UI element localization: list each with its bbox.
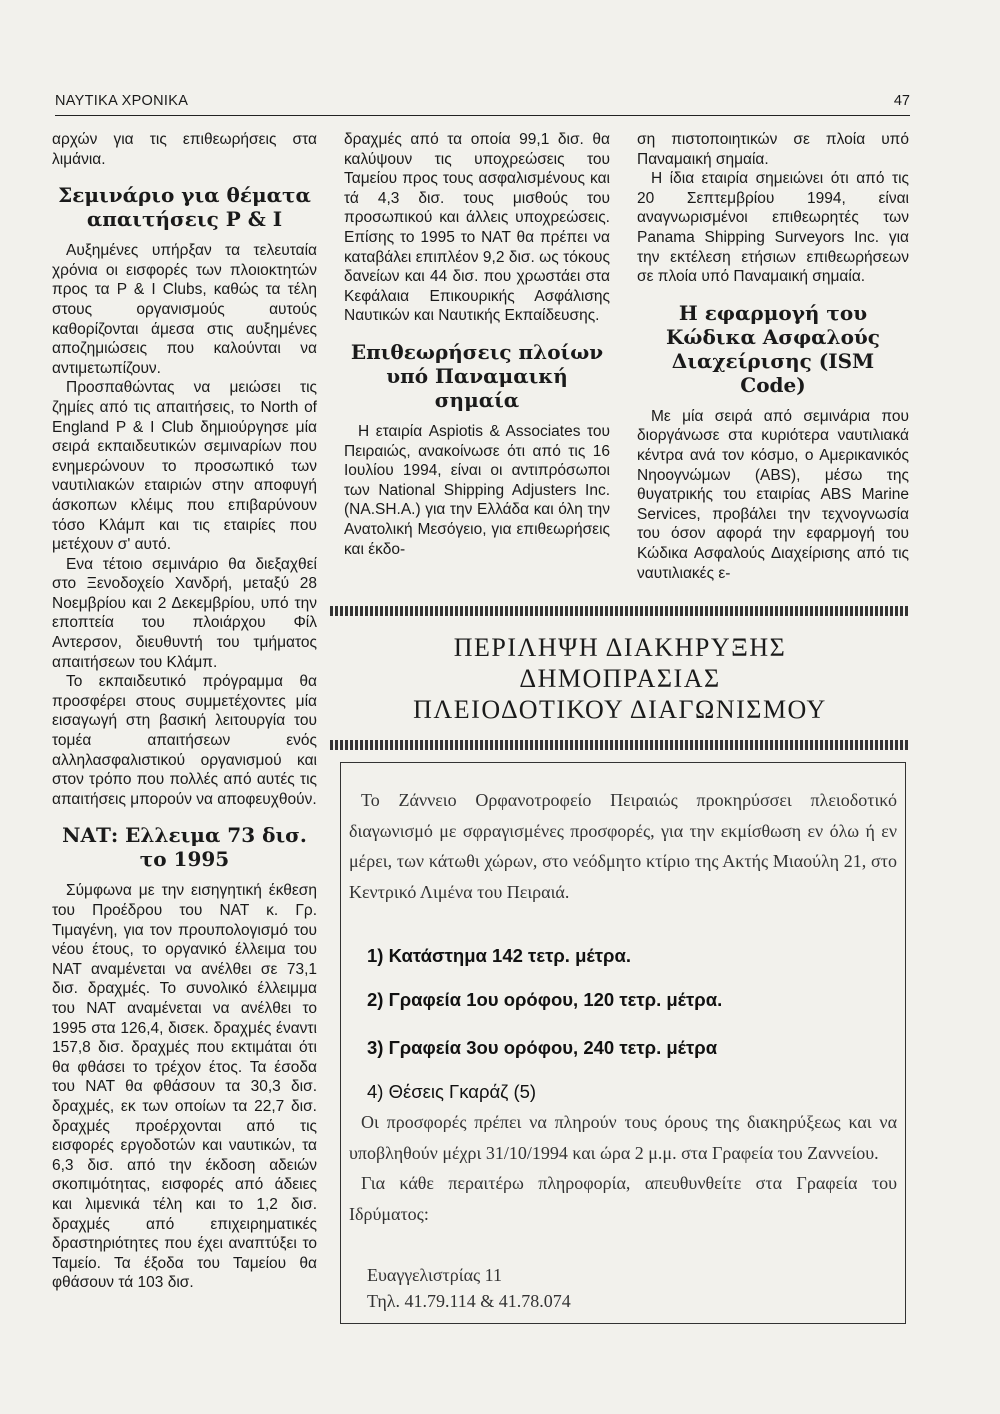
paragraph: Με μία σειρά από σεμινάρια που διοργάνωσε στα κυριότερα ναυτιλιακά κέντρα ανά τον κόσμο, ο Αμερικανικός Νηοογνώμων (ABS), μέσω της θυγατρικής του εταιρίας ABS Marine Services, προβάλει την τεχνογνωσία του όσον αφορά την εφαρμογή του Κώδικα Ασφαλούς Διαχείρισης από τις ναυτιλιακές ε- xyxy=(637,407,909,582)
paragraph: Αυξημένες υπήρξαν τα τελευταία χρόνια οι εισφορές των πλοιοκτητών προς τα P & I Clubs, καθώς τα τέλη στους οργανισμούς αυτούς καθορίζονται άμεσα στις αυξημένες αποζημιώσεις που καλούνται να αντιμετωπίζουν. xyxy=(52,242,317,377)
article-heading: Σεμινάριο για θέματα απαιτήσεις P & I xyxy=(58,183,311,232)
notice-title-line: ΠΕΡΙΛΗΨΗ ΔΙΑΚΗΡΥΞΗΣ xyxy=(453,633,787,662)
notice-title xyxy=(330,632,910,725)
paragraph: δραχμές από τα οποία 99,1 δισ. θα καλύψουν τις υποχρεώσεις του Ταμείου προς τους ασφαλισμένους και τά 4,3 δισ. τους μισθούς του προσωπικού και άλλεις υποχρεώσεις. Επίσης το 1995 το ΝΑΤ θα πρέπει να καταβάλει επιπλέον 9,2 δισ. ως τόκους δανείων και 44 δισ. που χρωστάει στα Κεφάλαια Επικουρικής Ασφάλισης Ναυτικών και Ναυτικής Εκπαίδευσης. xyxy=(344,131,610,325)
column-3 xyxy=(637,130,909,583)
article-heading: Επιθεωρήσεις πλοίων υπό Παναμαική σημαία xyxy=(350,339,604,412)
notice-info-text: Για κάθε περαιτέρω πληροφορία, απευθυνθείτε στα Γραφεία του Ιδρύματος: xyxy=(349,1173,897,1224)
notice-intro-text: Το Ζάννειο Ορφανοτροφείο Πειραιώς προκηρύσσει πλειοδοτικό διαγωνισμό με σφραγισμένες προσφορές, για την εκμίσθωση εν όλω ή εν μέρει, των κάτωθι χώρων, στο νεόδμητο κτίριο της Ακτής Μιαούλη 21, στο Κεντρικό Λιμένα του Πειραιά. xyxy=(349,790,897,902)
paragraph: ση πιστοποιητικών σε πλοία υπό Παναμαική σημαία. xyxy=(637,131,909,168)
notice-title-line: ΠΛΕΙΟΔΟΤΙΚΟΥ ΔΙΑΓΩΝΙΣΜΟΥ xyxy=(413,695,827,724)
page-number: 47 xyxy=(893,93,910,109)
paragraph: Το εκπαιδευτικό πρόγραμμα θα προσφέρει στους συμμετέχοντες μία εισαγωγή στη βασική λειτουργία του τομέα απαιτήσεων ενός αλληλασφαλιστικού οργανισμού και στον τρόπο που πολλές από αυτές τις απαιτήσεις μπορούν να αποφευχθούν. xyxy=(52,673,317,808)
article-heading: ΝΑΤ: Ελλειμα 73 δισ. το 1995 xyxy=(62,823,307,872)
paragraph: Η εταιρία Aspiotis & Associates του Πειραιώς, ανακοίνωσε ότι από τις 16 Ιουλίου 1994, είναι οι αντιπρόσωποι των National Shipping Adjusters Inc. (NA.SH.A.) για την Ελλάδα και όλη την Ανατολική Μεσόγειο, για επιθεωρήσεις και έκδο- xyxy=(344,422,610,558)
column-2 xyxy=(344,130,610,559)
magazine-title: ΝΑΥΤΙΚΑ ΧΡΟΝΙΚΑ xyxy=(55,93,189,109)
notice-phone: Τηλ. 41.79.114 & 41.78.074 xyxy=(367,1291,571,1311)
notice-title-line: ΔΗΜΟΠΡΑΣΙΑΣ xyxy=(519,664,721,693)
notice-item: 1) Κατάστημα 142 τετρ. μέτρα. xyxy=(367,945,631,966)
notice-address: Ευαγγελιστρίας 11 xyxy=(367,1265,502,1285)
page-header xyxy=(55,93,910,116)
notice-terms xyxy=(349,1107,897,1229)
paragraph: Σύμφωνα με την εισηγητική έκθεση του Προέδρου του ΝΑΤ κ. Γρ. Τιμαγένη, για τον προυπολογισμό του νέου έτους, το οργανικό έλλειμα του ΝΑΤ αναμένεται να ανέλθει σε 73,1 δισ. δραχμές. Το συνολικό έλλειμμα του ΝΑΤ αναμένεται να ανέλθει το 1995 στα 126,4, δισεκ. δραχμές έναντι 157,8 δισ. δραχμές που εκτιμάται ότι θα φθάσει το τρέχον έτος. Τα έσοδα του ΝΑΤ θα φθάσουν τα 30,3 δισ. δραχμές, εκ των οποίων τα 22,7 δισ. δραχμές προέρχονται από τις εισφορές εργοδοτών και ναυτικών, τα 6,3 δισ. από την έκδοση αδειών σκοπιμότητας, εισφορές από άδειες και λιμενικά τέλη και το 1,2 δισ. δραχμές από επιχειρηματικές δραστηριότητες που έχει αναπτύξει το Ταμείο. Τα έξοδα του Ταμείου θα φθάσουν τά 103 δισ. xyxy=(52,882,317,1292)
notice-terms-text: Οι προσφορές πρέπει να πληρούν τους όρους της διακηρύξεως και να υποβληθούν μέχρι 31/10/1994 και ώρα 2 μ.μ. στα Γραφεία του Ζαννείου. xyxy=(349,1112,897,1163)
column-1 xyxy=(52,130,317,1293)
notice-intro xyxy=(349,785,897,907)
notice-box xyxy=(340,762,906,1324)
paragraph: Η ίδια εταιρία σημειώνει ότι από τις 20 Σεπτεμβρίου 1994, είναι αναγνωρισμένοι επιθεωρητές των Panama Shipping Surveyors Inc. για την εκτέλεση ετήσιων επιθεωρήσεων σε πλοία υπό Παναμαική σημαία. xyxy=(637,170,909,286)
intro-text: αρχών για τις επιθεωρήσεις στα λιμάνια. xyxy=(52,131,317,168)
decorative-rule xyxy=(330,740,910,750)
decorative-rule xyxy=(330,606,910,616)
paragraph: Ενα τέτοιο σεμινάριο θα διεξαχθεί στο Ξενοδοχείο Χανδρή, μεταξύ 28 Νοεμβρίου και 2 Δεκεμβρίου, υπό την εποπτεία του πλοιάρχου Φίλ Αντερσον, διευθυντή του τμήματος απαιτήσεων του Κλάμπ. xyxy=(52,555,317,671)
notice-item: 3) Γραφεία 3ου ορόφου, 240 τετρ. μέτρα xyxy=(367,1037,718,1058)
paragraph: Προσπαθώντας να μειώσει τις ζημίες από τις απαιτήσεις, το North of England P & I Club δημιούργησε μία σειρά εκπαιδευτικών σεμιναρίων που ενημερώνουν το προσωπικό των ναυτιλιακών εταιριών στην αποφυγή άσκοπων κλέιμς που επιβαρύνουν τόσο Κλάμπ και τις εταιρίες που μετέχουν σ' αυτό. xyxy=(52,379,317,554)
notice-item: 2) Γραφεία 1ου ορόφου, 120 τετρ. μέτρα. xyxy=(367,989,723,1010)
article-heading: Η εφαρμογή του Κώδικα Ασφαλούς Διαχείρισης (ISM Code) xyxy=(666,300,880,397)
notice-item: 4) Θέσεις Γκαράζ (5) xyxy=(367,1081,537,1102)
